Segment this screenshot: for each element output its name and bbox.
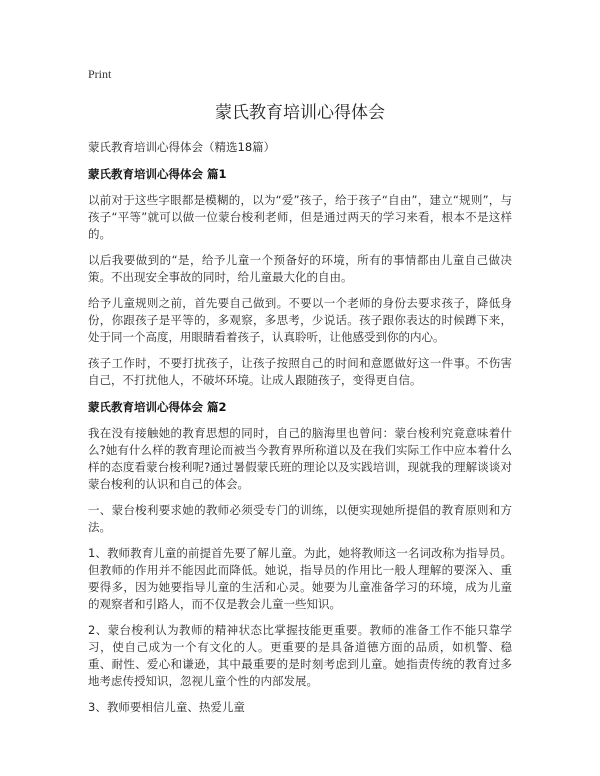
section-1 bbox=[88, 165, 512, 389]
paragraph: 2、蒙台梭利认为教师的精神状态比掌握技能更重要。教师的准备工作不能只靠学习，使自己成为一个有文化的人。更重要的是具备道德方面的品质，如机警、稳重、耐性、爱心和谦逊，其中最重要的是时刻考虑到儿童。她指责传统的教育过多地考虑传授知识，忽视儿童个性的内部发展。 bbox=[88, 623, 512, 688]
paragraph: 以后我要做到的“是，给予儿童一个预备好的环境，所有的事情都由儿童自己做决策。不出现安全事故的同时，给儿童最大化的自由。 bbox=[88, 253, 512, 284]
section-heading: 蒙氏教育培训心得体会 篇2 bbox=[88, 400, 227, 414]
paragraph: 以前对于这些字眼都是模糊的，以为“爱”孩子，给于孩子“自由”，建立“规则”，与孩子“平等”就可以做一位蒙台梭利老师，但是通过两天的学习来看，根本不是这样的。 bbox=[88, 193, 512, 241]
document-subtitle: 蒙氏教育培训心得体会（精选18篇） bbox=[88, 140, 276, 154]
paragraph: 3、教师要相信儿童、热爱儿童 bbox=[88, 700, 245, 714]
paragraph: 我在没有接触她的教育思想的同时，自己的脑海里也曾问：蒙台梭利究竟意味着什么?她有什么样的教育理论而被当今教育界所称道以及在我们实际工作中应本着什么样的态度看蒙台梭利呢?通过暑假蒙氏班的理论以及实践培训，现就我的理解谈谈对蒙台梭利的认识和自己的体会。 bbox=[88, 426, 512, 491]
paragraph: 一、蒙台梭利要求她的教师必须受专门的训练，以便实现她所提倡的教育原则和方法。 bbox=[88, 503, 512, 534]
section-heading: 蒙氏教育培训心得体会 篇1 bbox=[88, 167, 227, 181]
paragraph: 孩子工作时，不要打扰孩子，让孩子按照自己的时间和意愿做好这一件事。不伤害自己，不打扰他人，不破坏环境。让成人跟随孩子，变得更自信。 bbox=[88, 356, 512, 387]
document-title: 蒙氏教育培训心得体会 bbox=[215, 103, 385, 123]
section-2 bbox=[88, 398, 512, 716]
paragraph: 1、教师教育儿童的前提首先要了解儿童。为此，她将教师这一名词改称为指导员。但教师的作用并不能因此而降低。她说，指导员的作用比一般人理解的要深入、重要得多，因为她要指导儿童的生活和心灵。她要为儿童准备学习的环境，成为儿童的观察者和引路人，而不仅是教会儿童一些知识。 bbox=[88, 546, 512, 611]
paragraph: 给予儿童规则之前，首先要自己做到。不要以一个老师的身份去要求孩子，降低身份，你跟孩子是平等的，多观察，多思考，少说话。孩子跟你表达的时候蹲下来，处于同一个高度，用眼睛看着孩子，认真聆听，让他感受到你的内心。 bbox=[88, 296, 512, 344]
print-label[interactable]: Print bbox=[88, 67, 112, 81]
